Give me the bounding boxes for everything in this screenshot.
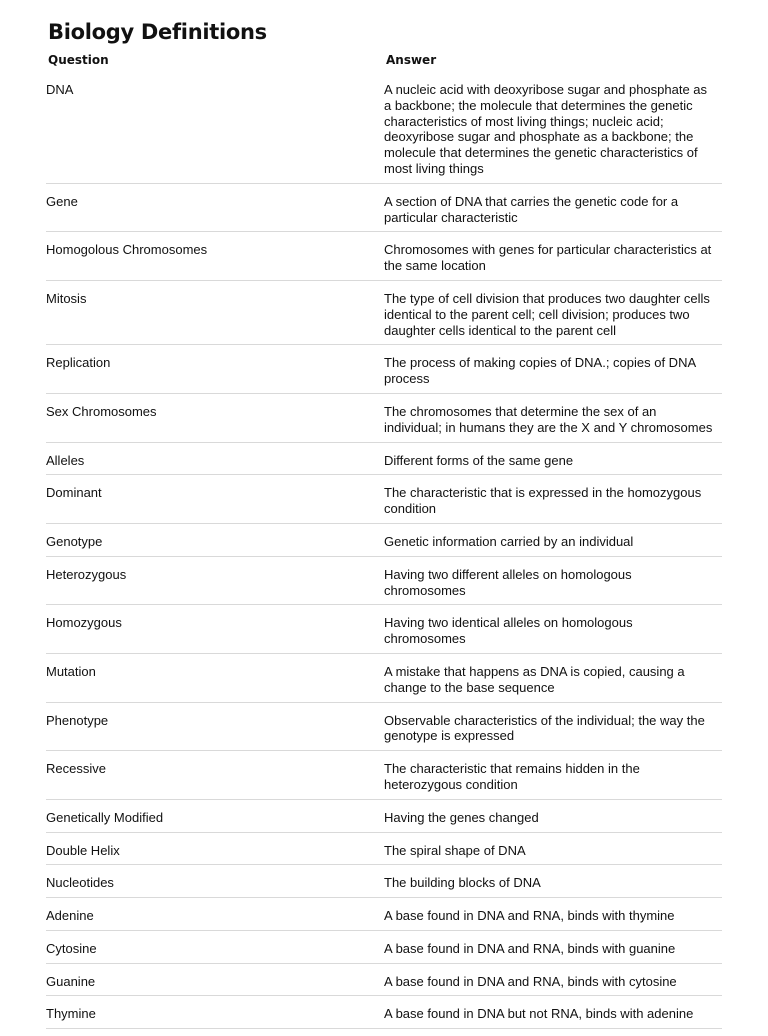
question-cell: Homogolous Chromosomes [46,242,208,258]
table-row [46,840,722,866]
table-row [46,450,722,476]
question-cell: Cytosine [46,940,97,956]
table-row [46,612,722,654]
question-cell: Homozygous [46,615,122,631]
question-cell: Guanine [46,973,96,989]
question-cell: Adenine [46,908,94,924]
definitions-table [46,79,722,1029]
answer-cell: Observable characteristics of the individual; the way the genotype is expressed [384,712,705,744]
table-row [46,905,722,931]
question-cell: Replication [46,355,111,371]
answer-cell: Chromosomes with genes for particular characteristics at the same location [384,242,712,274]
answer-cell: Different forms of the same gene [384,452,574,468]
question-cell: Genetically Modified [46,809,164,825]
table-row [46,352,722,394]
question-cell: DNA [46,82,74,97]
answer-cell: A section of DNA that carries the genetic code for a particular characteristic [384,193,679,225]
answer-cell: The spiral shape of DNA [384,842,526,858]
answer-cell: A mistake that happens as DNA is copied, causing a change to the base sequence [384,663,685,695]
table-row [46,239,722,281]
question-cell: Sex Chromosomes [46,403,157,419]
question-cell: Genotype [46,533,103,549]
answer-cell: The characteristic that is expressed in the homozygous condition [384,485,702,517]
table-row [46,288,722,345]
answer-cell: Having two identical alleles on homologous chromosomes [384,615,633,647]
answer-column-header: Answer [386,53,437,67]
page-title: Biology Definitions [48,20,267,44]
question-cell: Nucleotides [46,875,114,891]
answer-cell: The chromosomes that determine the sex of an individual; in humans they are the X and Y chromosomes [384,403,713,435]
answer-cell: The building blocks of DNA [384,875,541,891]
question-cell: Alleles [46,452,85,468]
table-row [46,710,722,752]
table-row [46,938,722,964]
question-cell: Dominant [46,485,102,501]
table-row [46,401,722,443]
question-cell: Recessive [46,761,106,777]
question-cell: Gene [46,193,78,209]
answer-cell: A nucleic acid with deoxyribose sugar and phosphate as a backbone; the molecule that determines the genetic characteristics of most living things; nucleic acid; deoxyribose sugar and phosphate as a backbone; the molecule that determines the genetic characteristics of most living things [384,82,708,176]
question-cell: Heterozygous [46,566,127,582]
table-row [46,971,722,997]
table-row [46,807,722,833]
question-cell: Phenotype [46,712,109,728]
answer-cell: Having two different alleles on homologous chromosomes [384,566,632,598]
table-row [46,564,722,606]
table-row [46,191,722,233]
table-row [46,872,722,898]
answer-cell: The characteristic that remains hidden in the heterozygous condition [384,761,640,792]
question-cell: Mutation [46,663,96,679]
table-row [46,482,722,524]
question-cell: Thymine [46,1006,96,1022]
table-row [46,758,722,800]
question-column-header: Question [48,53,109,67]
question-cell: Mitosis [46,290,87,306]
answer-cell: A base found in DNA and RNA, binds with guanine [384,940,676,956]
answer-cell: The process of making copies of DNA.; copies of DNA process [384,355,696,387]
answer-cell: A base found in DNA and RNA, binds with cytosine [384,973,677,989]
table-header [46,52,722,74]
table-row [46,661,722,703]
document-page [46,14,722,1036]
answer-cell: A base found in DNA but not RNA, binds with adenine [384,1006,694,1022]
answer-cell: The type of cell division that produces two daughter cells identical to the parent cell; cell division; produces two daughter cells identical to the parent cell [384,290,710,338]
question-cell: Double Helix [46,842,120,858]
table-row [46,79,722,184]
table-row [46,531,722,557]
answer-cell: Having the genes changed [384,809,539,825]
answer-cell: A base found in DNA and RNA, binds with thymine [384,908,675,924]
answer-cell: Genetic information carried by an individual [384,533,634,549]
table-row [46,1003,722,1029]
